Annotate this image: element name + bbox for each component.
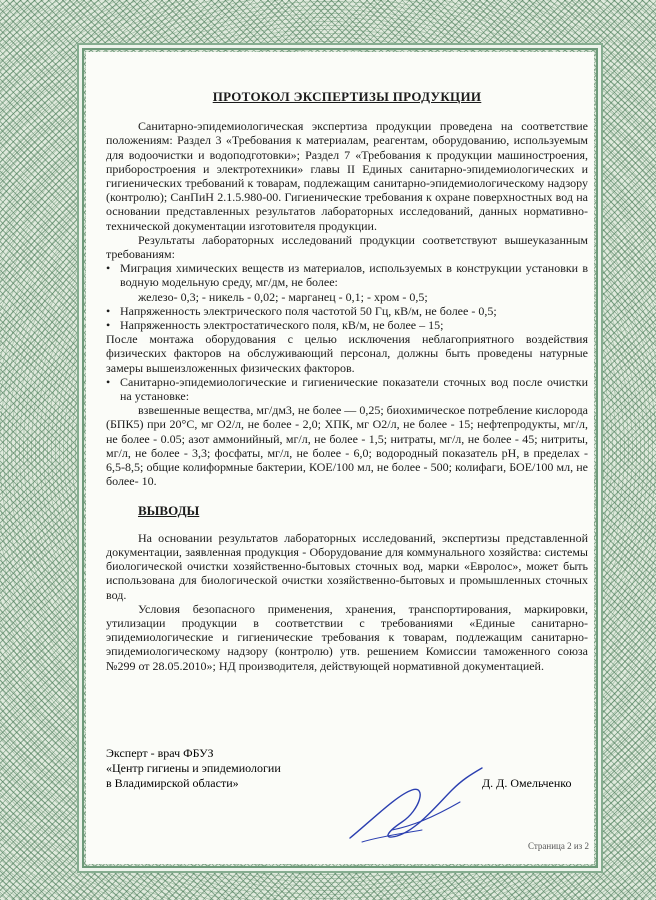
conclusion-paragraph: На основании результатов лабораторных исследований, экспертизы представленной документации, заявленная продукция - Оборудование для коммунального хозяйства: системы биологической очистки хозяйственно-бытовых сточных вод, марки «Евролос», может быть использована для биологической очистки хозяйственно-бытовых и промышленных сточных вод. xyxy=(106,530,588,602)
conditions-paragraph: Условия безопасного применения, хранения, транспортирования, маркировки, утилизации продукции в соответствии с требованиями «Единые санитарно-эпидемиологические и гигиенические требования к товарам, подлежащим санитарно-эпидемиологическому надзору (контролю) утв. решением Комиссии таможенного союза №299 от 28.05.2010»; НД производителя, действующей нормативной документацией. xyxy=(106,601,588,673)
list-item-text: Напряженность электростатического поля, кВ/м, не более – 15; xyxy=(120,318,444,333)
handwritten-signature xyxy=(342,760,492,850)
bullet-icon: • xyxy=(106,261,111,276)
conclusions-heading: ВЫВОДЫ xyxy=(138,503,200,519)
list-item-text: Напряженность электрического поля частотой 50 Гц, кВ/м, не более - 0,5; xyxy=(120,303,497,318)
list-item xyxy=(106,318,588,332)
intro-paragraph: Санитарно-эпидемиологическая экспертиза продукции проведена на соответствие положениям: Раздел 3 «Требования к материалам, реагентам, оборудованию, используемым для водоочистки и водоподготовки»; Раздел 7 «Требования к продукции машиностроения, приборостроения и электротехники» главы II Единых санитарно-эпидемиологических и гигиенических требований к товарам, подлежащим санитарно-эпидемиологическому надзору (контролю); СанПиН 2.1.5.980-00. Гигиенические требования к охране поверхностных вод на основании представленных результатов лабораторных исследований, данных нормативно-технической документации изготовителя продукции. xyxy=(106,119,588,233)
bullet-icon: • xyxy=(106,303,111,318)
list-item xyxy=(106,304,588,318)
list-item xyxy=(106,261,588,289)
signer-block xyxy=(106,746,281,791)
results-paragraph: Результаты лабораторных исследований продукции соответствуют вышеуказанным требованиям: xyxy=(106,232,588,262)
montage-paragraph: После монтажа оборудования с целью исключения неблагоприятного воздействия физических факторов на обслуживающий персонал, должны быть проведены натурные замеры вышеизложенных физических факторов. xyxy=(106,332,588,375)
list-item-text: Миграция химических веществ из материалов, используемых в конструкции установки в водную модельную среду, мг/дм, не более: xyxy=(120,261,588,290)
wastewater-values: взвешенные вещества, мг/дм3, не более — 0,25; биохимическое потребление кислорода (БПК5) при 20°С, мг О2/л, не более - 2,0; ХПК, мг О2/л, не более - 15; нефтепродукты, мг/л, не более - 0.05; азот аммонийный, мг/л, не более - 1,5; нитраты, мг/л, не более - 45; нитриты, мг/л, не более - 3,3; фосфаты, мг/л, не более - 6,0; водородный показатель рН, в пределах - 6,5-8,5; общие колиформные бактерии, КОЕ/100 мл, не более - 500; колифаги, БОЕ/100 мл, не более- 10. xyxy=(106,403,588,489)
list-item-text: Санитарно-эпидемиологические и гигиенические показатели сточных вод после очистки на установке: xyxy=(120,374,588,404)
signer-org: «Центр гигиены и эпидемиологии xyxy=(106,761,281,775)
page-number: Страница 2 из 2 xyxy=(528,841,589,851)
bullet-icon: • xyxy=(106,318,111,333)
bullet-icon: • xyxy=(106,374,111,389)
list-item-values: железо- 0,3; - никель - 0,02; - марганец - 0,1; - хром - 0,5; xyxy=(138,289,428,304)
document-body xyxy=(106,90,588,673)
document-title: ПРОТОКОЛ ЭКСПЕРТИЗЫ ПРОДУКЦИИ xyxy=(212,89,482,104)
signer-region: в Владимирской области» xyxy=(106,776,239,790)
signer-name: Д. Д. Омельченко xyxy=(482,776,572,790)
list-item xyxy=(106,375,588,403)
signer-title: Эксперт - врач ФБУЗ xyxy=(106,746,214,760)
